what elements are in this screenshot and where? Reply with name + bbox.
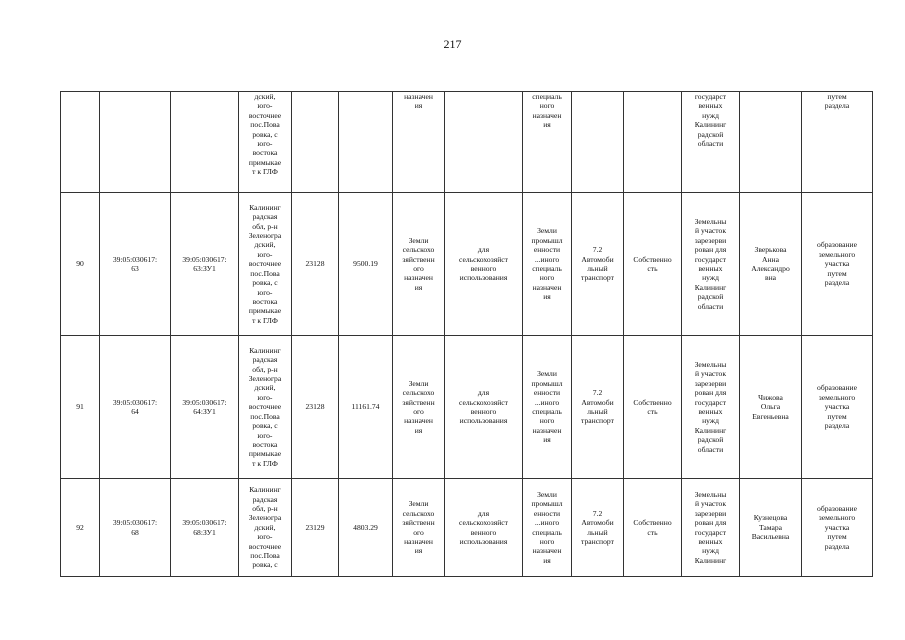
cell-cad-number: 39:05:030617: 64: [100, 336, 171, 479]
cell-new-number: 39:05:030617: 64:ЗУ1: [171, 336, 239, 479]
cell-cad-number: [100, 92, 171, 193]
cell-location: Калининг радская обл, р-н Зеленогра дский, юго- восточнее пос.Пова ровка, с юго- востока примыкае т к ГЛФ: [239, 193, 292, 336]
cell-method: образование земельного участка путем раздела: [802, 193, 873, 336]
cell-num: 91: [61, 336, 100, 479]
cell-target-category: специаль ного назначен ия: [523, 92, 572, 193]
cell-location: дский, юго- восточнее пос.Пова ровка, с юго- востока примыкае т к ГЛФ: [239, 92, 292, 193]
cell-use: для сельскохозяйст венного использования: [445, 193, 523, 336]
cell-area: 4803.29: [339, 479, 393, 577]
cell-num: [61, 92, 100, 193]
cell-cad-number: 39:05:030617: 68: [100, 479, 171, 577]
cell-method: образование земельного участка путем раздела: [802, 479, 873, 577]
cell-owner: Чижова Ольга Евгеньевна: [740, 336, 802, 479]
cell-target-category: Земли промышл енности ...иного специаль ного назначен ия: [523, 336, 572, 479]
cell-target-category: Земли промышл енности ...иного специаль ного назначен ия: [523, 479, 572, 577]
table-row: [61, 336, 873, 479]
cell-area: 9500.19: [339, 193, 393, 336]
cell-category: Земли сельскохо зяйственн ого назначен ия: [393, 336, 445, 479]
cell-block: 23129: [292, 479, 339, 577]
cell-category: назначен ия: [393, 92, 445, 193]
cell-reservation: Земельны й участок зарезерви рован для государст венных нужд Калининг: [682, 479, 740, 577]
land-plots-table: [60, 91, 873, 577]
table-row: [61, 92, 873, 193]
cell-use: для сельскохозяйст венного использования: [445, 336, 523, 479]
cell-use: [445, 92, 523, 193]
table-row: [61, 479, 873, 577]
cell-cad-number: 39:05:030617: 63: [100, 193, 171, 336]
cell-new-number: 39:05:030617: 63:ЗУ1: [171, 193, 239, 336]
cell-new-number: [171, 92, 239, 193]
page-number: 217: [443, 37, 462, 51]
cell-new-number: 39:05:030617: 68:ЗУ1: [171, 479, 239, 577]
cell-owner: Зверькова Анна Александро вна: [740, 193, 802, 336]
cell-num: 92: [61, 479, 100, 577]
cell-ownership: Собственно сть: [624, 193, 682, 336]
cell-reservation: Земельны й участок зарезерви рован для государст венных нужд Калининг радской области: [682, 193, 740, 336]
cell-owner: [740, 92, 802, 193]
cell-reservation: Земельны й участок зарезерви рован для государст венных нужд Калининг радской области: [682, 336, 740, 479]
table-row: [61, 193, 873, 336]
cell-reservation: государст венных нужд Калининг радской области: [682, 92, 740, 193]
cell-use-code: 7.2 Автомоби льный транспорт: [572, 479, 624, 577]
cell-block: 23128: [292, 193, 339, 336]
cell-ownership: [624, 92, 682, 193]
cell-area: [339, 92, 393, 193]
cell-block: [292, 92, 339, 193]
cell-use: для сельскохозяйст венного использования: [445, 479, 523, 577]
cell-method: образование земельного участка путем раздела: [802, 336, 873, 479]
cell-block: 23128: [292, 336, 339, 479]
cell-ownership: Собственно сть: [624, 336, 682, 479]
cell-category: Земли сельскохо зяйственн ого назначен ия: [393, 193, 445, 336]
cell-use-code: 7.2 Автомоби льный транспорт: [572, 336, 624, 479]
cell-use-code: 7.2 Автомоби льный транспорт: [572, 193, 624, 336]
cell-target-category: Земли промышл енности ...иного специаль ного назначен ия: [523, 193, 572, 336]
cell-location: Калининг радская обл, р-н Зеленогра дский, юго- восточнее пос.Пова ровка, с юго- востока примыкае т к ГЛФ: [239, 336, 292, 479]
cell-category: Земли сельскохо зяйственн ого назначен ия: [393, 479, 445, 577]
cell-location: Калининг радская обл, р-н Зеленогра дский, юго- восточнее пос.Пова ровка, с: [239, 479, 292, 577]
cell-area: 11161.74: [339, 336, 393, 479]
cell-ownership: Собственно сть: [624, 479, 682, 577]
cell-num: 90: [61, 193, 100, 336]
cell-method: путем раздела: [802, 92, 873, 193]
cell-use-code: [572, 92, 624, 193]
cell-owner: Кузнецова Тамара Васильевна: [740, 479, 802, 577]
